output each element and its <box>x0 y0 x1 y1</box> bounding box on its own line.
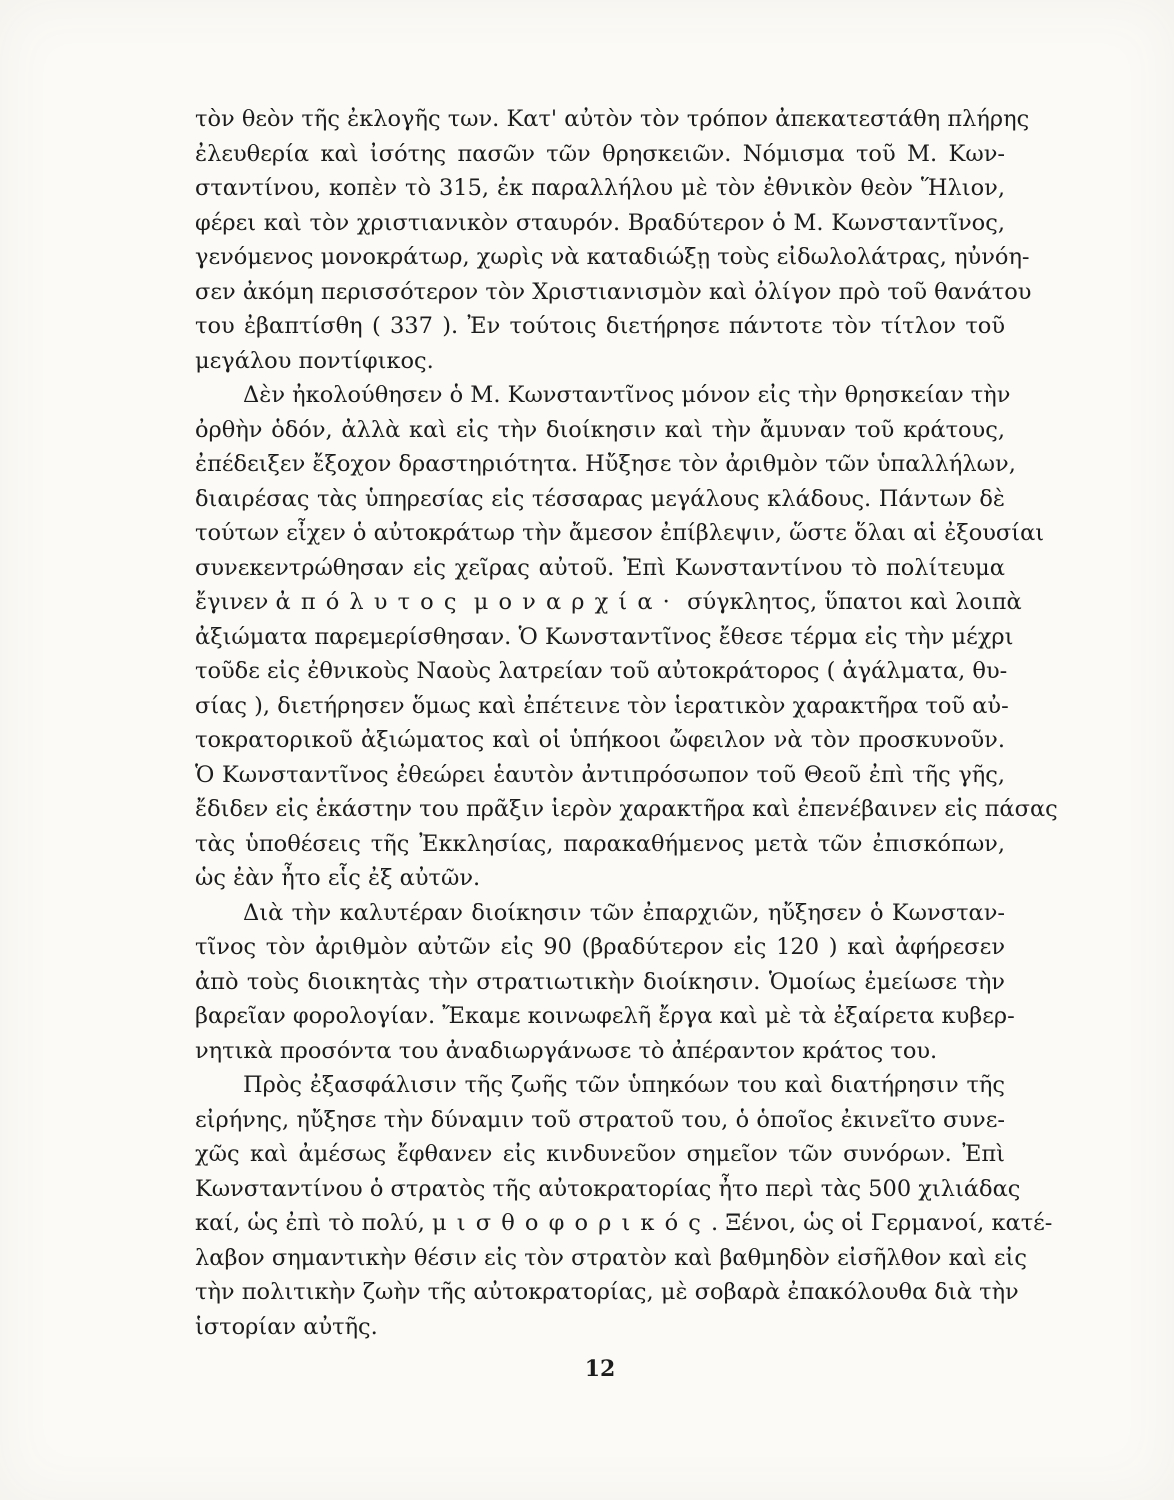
text-segment: . Ξένοι, ὡς οἱ Γερμανοί, κατέ- <box>711 1210 1053 1236</box>
text-line: ἐλευθερία καὶ ἰσότης πασῶν τῶν θρησκειῶν. Νόμισμα τοῦ Μ. Κων- <box>195 140 1005 167</box>
text-line: διαιρέσας τὰς ὑπηρεσίας εἰς τέσσαρας μεγάλους κλάδους. Πάντων δὲ <box>195 485 1005 512</box>
text-line: σεν ἀκόμη περισσότερον τὸν Χριστιανισμὸν καὶ ὀλίγον πρὸ τοῦ θανάτου <box>195 278 1032 305</box>
text-line: Πρὸς ἐξασφάλισιν τῆς ζωῆς τῶν ὑπηκόων του καὶ διατήρησιν τῆς <box>243 1072 1005 1098</box>
text-segment: ἔγινεν <box>195 589 276 615</box>
text-line: νητικὰ προσόντα του ἀναδιωργάνωσε τὸ ἀπέραντον κράτος του. <box>195 1037 938 1064</box>
text-line: Ὁ Κωνσταντῖνος ἐθεώρει ἑαυτὸν ἀντιπρόσωπον τοῦ Θεοῦ ἐπὶ τῆς γῆς, <box>195 761 1005 788</box>
text-line: μεγάλου ποντίφικος. <box>195 347 434 374</box>
text-line: τούτων εἶχεν ὁ αὐτοκράτωρ τὴν ἄμεσον ἐπίβλεψιν, ὥστε ὅλαι αἱ ἐξουσίαι <box>195 520 1045 546</box>
text-line: τὰς ὑποθέσεις τῆς Ἐκκλησίας, παρακαθήμενος μετὰ τῶν ἐπισκόπων, <box>195 830 1005 857</box>
text-line: γενόμενος μονοκράτωρ, χωρὶς νὰ καταδιώξῃ τοὺς εἰδωλολάτρας, ηὐνόη- <box>195 244 1030 270</box>
text-line: συνεκεντρώθησαν εἰς χεῖρας αὐτοῦ. Ἐπὶ Κωνσταντίνου τὸ πολίτευμα <box>195 554 1005 581</box>
text-line: ἔδιδεν εἰς ἑκάστην του πρᾶξιν ἱερὸν χαρακτῆρα καὶ ἐπενέβαινεν εἰς πάσας <box>195 796 1058 822</box>
text-line: τοῦδε εἰς ἐθνικοὺς Ναοὺς λατρείαν τοῦ αὐτοκράτορος ( ἀγάλματα, θυ- <box>195 658 1008 684</box>
text-line: ἀξιώματα παρεμερίσθησαν. Ὁ Κωνσταντῖνος ἔθεσε τέρμα εἰς τὴν μέχρι <box>195 623 1014 650</box>
text-line: ὀρθὴν ὁδόν, ἀλλὰ καὶ εἰς τὴν διοίκησιν καὶ τὴν ἄμυναν τοῦ κράτους, <box>195 416 1005 443</box>
text-segment: σύγκλητος, ὕπατοι καὶ λοιπὰ <box>679 589 1022 615</box>
spaced-emphasis: μοναρχία· <box>473 589 680 615</box>
text-line: τῖνος τὸν ἀριθμὸν αὐτῶν εἰς 90 (βραδύτερον εἰς 120 ) καὶ ἀφήρεσεν <box>195 934 1005 960</box>
text-line: χῶς καὶ ἀμέσως ἔφθανεν εἰς κινδυνεῦον σημεῖον τῶν συνόρων. Ἐπὶ <box>195 1141 1005 1167</box>
text-line: ἐπέδειξεν ἔξοχον δραστηριότητα. Ηὔξησε τὸν ἀριθμὸν τῶν ὑπαλλήλων, <box>195 451 1016 477</box>
spaced-emphasis: μισθοφορικός <box>432 1210 712 1236</box>
text-line-emphasis <box>195 1206 1053 1241</box>
text-line: λαβον σημαντικὴν θέσιν εἰς τὸν στρατὸν καὶ βαθμηδὸν εἰσῆλθον καὶ εἰς <box>195 1244 1027 1271</box>
text-line: του ἐβαπτίσθη ( 337 ). Ἐν τούτοις διετήρησε πάντοτε τὸν τίτλον τοῦ <box>195 313 1005 339</box>
text-line: ὡς ἐὰν ἦτο εἷς ἐξ αὐτῶν. <box>195 865 481 891</box>
body-text <box>195 102 1058 1344</box>
text-segment: καί, ὡς ἐπὶ τὸ πολύ, <box>195 1210 433 1236</box>
text-line: φέρει καὶ τὸν χριστιανικὸν σταυρόν. Βραδύτερον ὁ Μ. Κωνσταντῖνος, <box>195 209 1005 236</box>
text-segment <box>467 589 474 615</box>
text-line: τὸν θεὸν τῆς ἐκλογῆς των. Κατ' αὐτὸν τὸν τρόπον ἀπεκατεστάθη πλήρης <box>195 106 1030 132</box>
text-line: Δὲν ἠκολούθησεν ὁ Μ. Κωνσταντῖνος μόνον εἰς τὴν θρησκείαν τὴν <box>243 382 1011 408</box>
text-line: ἱστορίαν αὐτῆς. <box>195 1313 378 1340</box>
page-number: 12 <box>584 1356 616 1382</box>
text-line: Κωνσταντίνου ὁ στρατὸς τῆς αὐτοκρατορίας ἦτο περὶ τὰς 500 χιλιάδας <box>195 1175 1021 1202</box>
text-line: σταντίνου, κοπὲν τὸ 315, ἐκ παραλλήλου μὲ τὸν ἐθνικὸν θεὸν Ἥλιον, <box>195 175 1005 201</box>
spaced-emphasis: ἀπόλυτος <box>275 589 467 615</box>
text-line: τὴν πολιτικὴν ζωὴν τῆς αὐτοκρατορίας, μὲ σοβαρὰ ἐπακόλουθα διὰ τὴν <box>195 1279 1019 1305</box>
text-line: ἀπὸ τοὺς διοικητὰς τὴν στρατιωτικὴν διοίκησιν. Ὁμοίως ἐμείωσε τὴν <box>195 968 1005 995</box>
text-line: Διὰ τὴν καλυτέραν διοίκησιν τῶν ἐπαρχιῶν, ηὔξησεν ὁ Κωνσταν- <box>243 899 1005 926</box>
text-line-emphasis <box>195 585 1022 620</box>
text-line: βαρεῖαν φορολογίαν. Ἔκαμε κοινωφελῆ ἔργα καὶ μὲ τὰ ἐξαίρετα κυβερ- <box>195 1003 1015 1029</box>
text-line: τοκρατορικοῦ ἀξιώματος καὶ οἱ ὑπήκοοι ὤφειλον νὰ τὸν προσκυνοῦν. <box>195 727 1005 753</box>
text-line: σίας ), διετήρησεν ὅμως καὶ ἐπέτεινε τὸν ἱερατικὸν χαρακτῆρα τοῦ αὐ- <box>195 692 1009 719</box>
text-line: εἰρήνης, ηὔξησε τὴν δύναμιν τοῦ στρατοῦ του, ὁ ὁποῖος ἐκινεῖτο συνε- <box>195 1106 1005 1133</box>
